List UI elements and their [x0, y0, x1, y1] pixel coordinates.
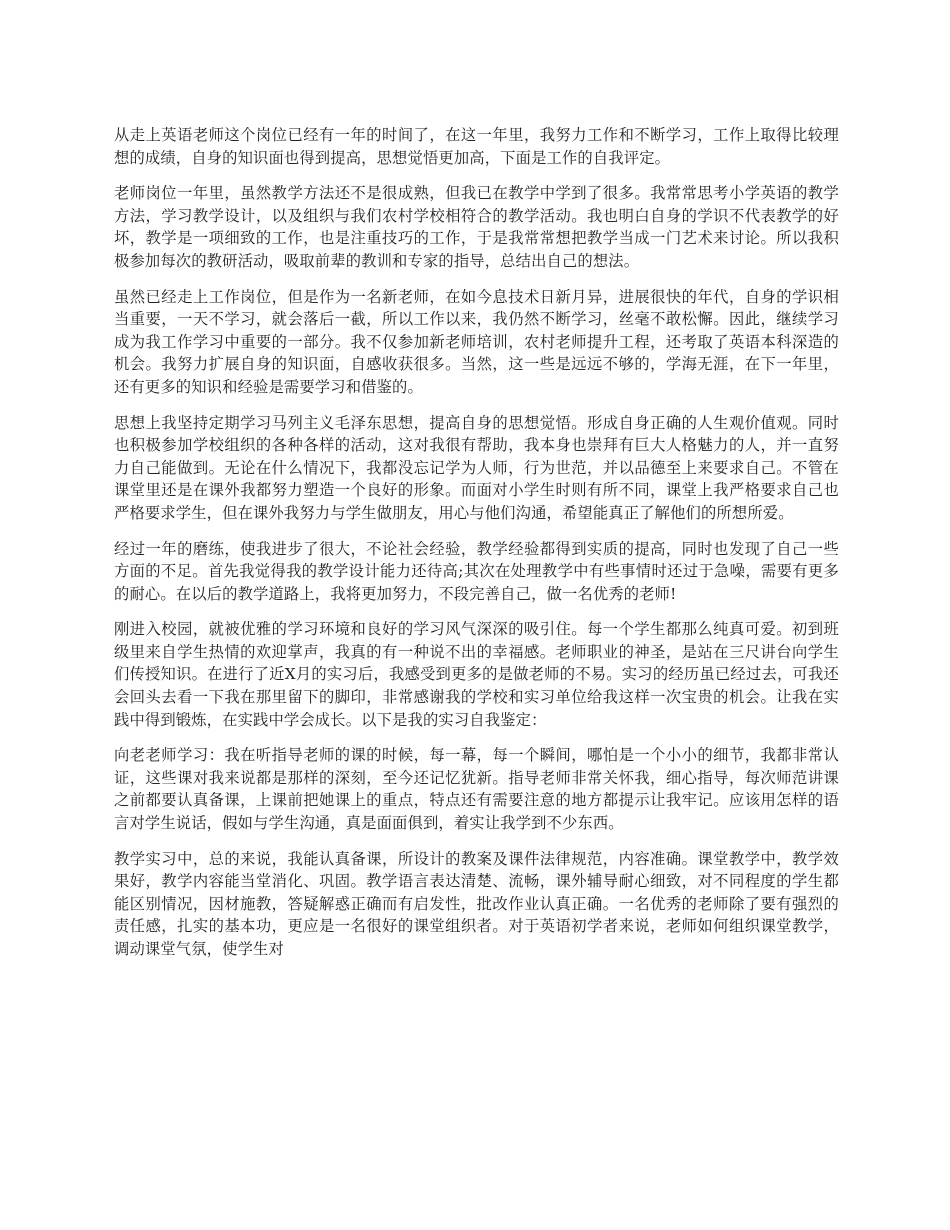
paragraph-8: 教学实习中，总的来说，我能认真备课，所设计的教案及课件法律规范，内容准确。课堂教学中，教学效果好，教学内容能当堂消化、巩固。教学语言表达清楚、流畅，课外辅导耐心细致，对不同程度的学生都能区别情况，因材施教，答疑解惑正确而有启发性，批改作业认真正确。一名优秀的老师除了要有强烈的责任感，扎实的基本功，更应是一名很好的课堂组织者。对于英语初学者来说，老师如何组织课堂教学，调动课堂气氛，使学生对 [114, 849, 839, 958]
paragraph-1: 从走上英语老师这个岗位已经有一年的时间了，在这一年里，我努力工作和不断学习，工作上取得比较理想的成绩，自身的知识面也得到提高，思想觉悟更加高，下面是工作的自我评定。 [114, 126, 839, 167]
paragraph-5: 经过一年的磨练，使我进步了很大，不论社会经验，教学经验都得到实质的提高，同时也发现了自己一些方面的不足。首先我觉得我的教学设计能力还待高;其次在处理教学中有些事情时还过于急噪，需要有更多的耐心。在以后的教学道路上，我将更加努力，不段完善自己，做一名优秀的老师! [114, 539, 839, 603]
paragraph-4: 思想上我坚持定期学习马列主义毛泽东思想，提高自身的思想觉悟。形成自身正确的人生观价值观。同时也积极参加学校组织的各种各样的活动，这对我很有帮助，我本身也崇拜有巨大人格魅力的人，并一直努力自己能做到。无论在什么情况下，我都没忘记学为人师，行为世范，并以品德至上来要求自己。不管在课堂里还是在课外我都努力塑造一个良好的形象。而面对小学生时则有所不同，课堂上我严格要求自己也严格要求学生，但在课外我努力与学生做朋友，用心与他们沟通，希望能真正了解他们的所想所爱。 [114, 413, 839, 522]
paragraph-3: 虽然已经走上工作岗位，但是作为一名新老师，在如今息技术日新月异，进展很快的年代，自身的学识相当重要，一天不学习，就会落后一截，所以工作以来，我仍然不断学习，丝毫不敢松懈。因此，继续学习成为我工作学习中重要的一部分。我不仅参加新老师培训，农村老师提升工程，还考取了英语本科深造的机会。我努力扩展自身的知识面，自感收获很多。当然，这一些是远远不够的，学海无涯，在下一年里，还有更多的知识和经验是需要学习和借鉴的。 [114, 287, 839, 396]
paragraph-7: 向老老师学习：我在听指导老师的课的时候，每一幕，每一个瞬间，哪怕是一个小小的细节，我都非常认证，这些课对我来说都是那样的深刻，至今还记忆犹新。指导老师非常关怀我，细心指导，每次师范讲课之前都要认真备课，上课前把她课上的重点，特点还有需要注意的地方都提示让我牢记。应该用怎样的语言对学生说话，假如与学生沟通，真是面面俱到，着实让我学到不少东西。 [114, 746, 839, 833]
paragraph-2: 老师岗位一年里，虽然教学方法还不是很成熟，但我已在教学中学到了很多。我常常思考小学英语的教学方法，学习教学设计，以及组织与我们农村学校相符合的教学活动。我也明白自身的学识不代表教学的好坏，教学是一项细致的工作，也是注重技巧的工作，于是我常常想把教学当成一门艺术来讨论。所以我积极参加每次的教研活动，吸取前辈的教训和专家的指导，总结出自己的想法。 [114, 184, 839, 270]
document-page [114, 124, 839, 974]
paragraph-6: 刚进入校园，就被优雅的学习环境和良好的学习风气深深的吸引住。每一个学生都那么纯真可爱。初到班级里来自学生热情的欢迎掌声，我真的有一种说不出的幸福感。老师职业的神圣，是站在三尺讲台向学生们传授知识。在进行了近X月的实习后，我感受到更多的是做老师的不易。实习的经历虽已经过去，可我还会回头去看一下我在那里留下的脚印，非常感谢我的学校和实习单位给我这样一次宝贵的机会。让我在实践中得到锻炼，在实践中学会成长。以下是我的实习自我鉴定： [114, 620, 839, 729]
